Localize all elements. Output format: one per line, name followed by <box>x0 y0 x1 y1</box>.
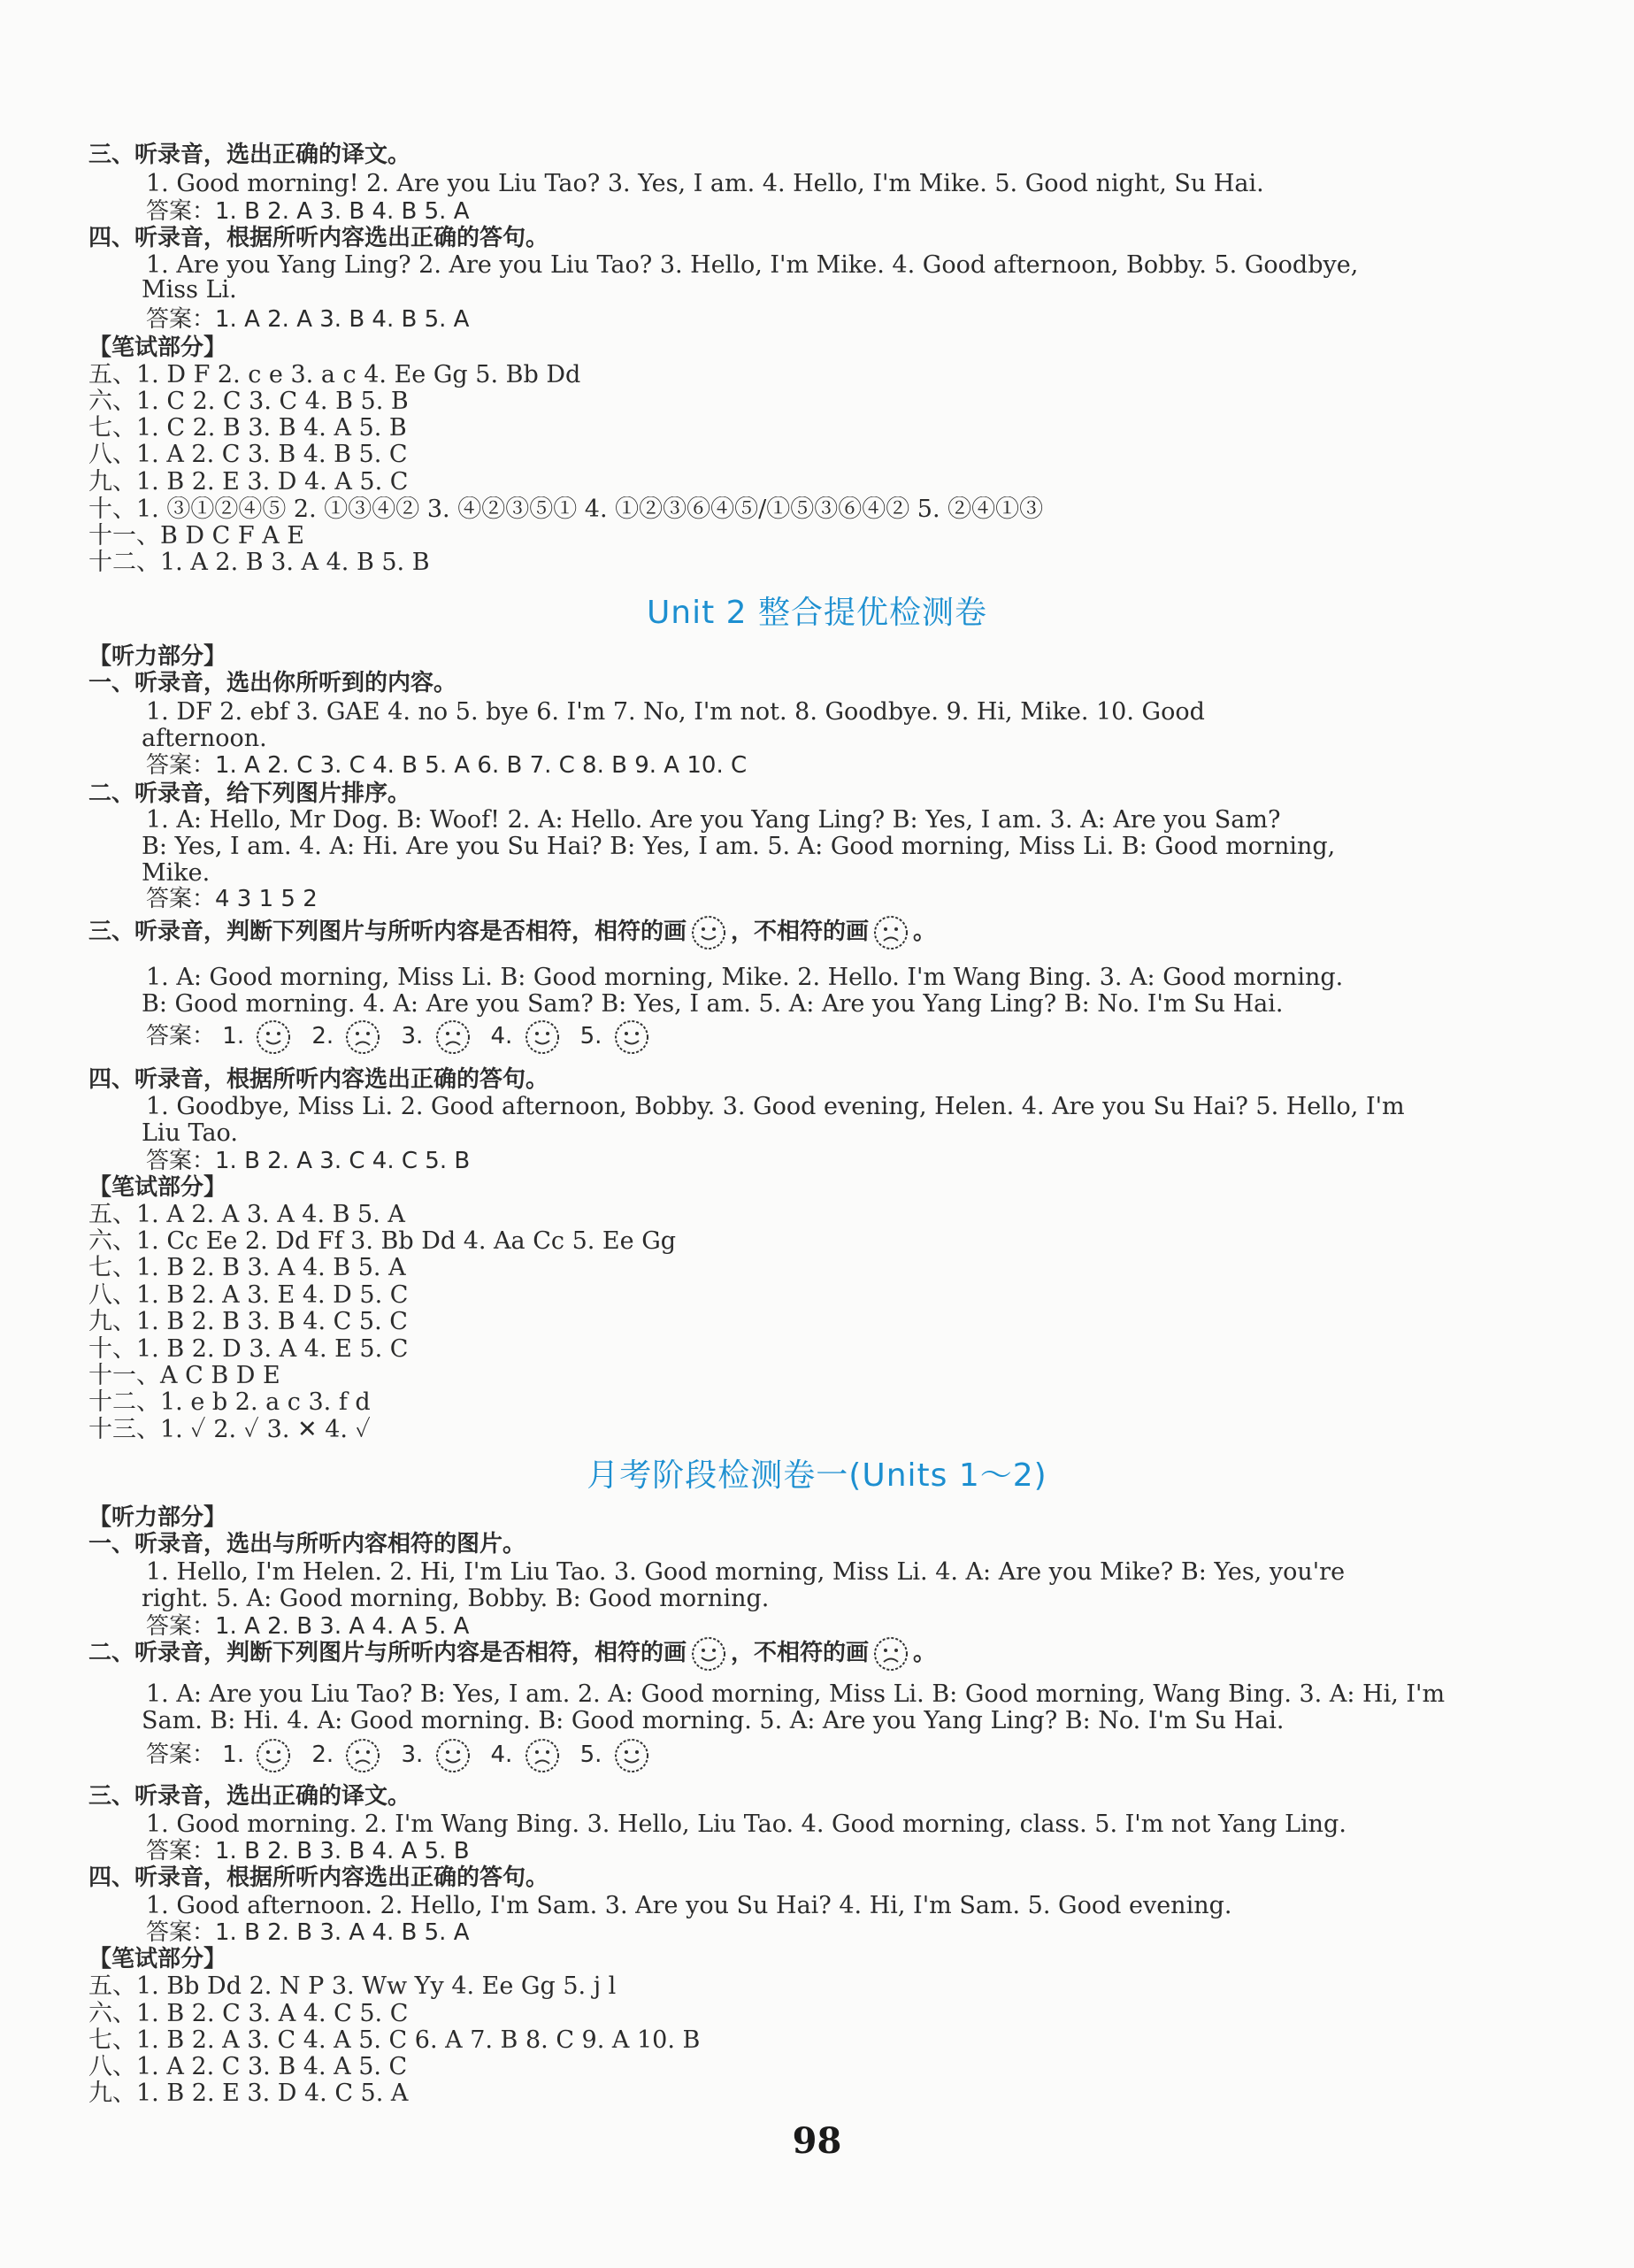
s3-q2-heading-a: 二、听录音，判断下列图片与所听内容是否相符，相符的画 <box>88 1640 687 1666</box>
s3-q2-heading-b: ，不相符的画 <box>731 1640 870 1666</box>
happy-face-icon <box>524 1019 561 1056</box>
s2-q3-text: 1. A: Good morning, Miss Li. B: Good morning, Mike. 2. Hello. I'm Wang Bing. 3. A: Good morning. <box>146 965 1344 991</box>
s2-q3-answer-item <box>222 1011 295 1061</box>
s2-q4-text-cont: Liu Tao. <box>142 1120 238 1147</box>
s2-q2-text: 1. A: Hello, Mr Dog. B: Woof! 2. A: Hello. Are you Yang Ling? B: Yes, I am. 3. A: Are you Sam? <box>146 807 1281 834</box>
happy-face-icon <box>613 1737 650 1774</box>
answer-number: 2. <box>311 1023 341 1049</box>
s1-written-10: 十、1. ③①②④⑤ 2. ①③④② 3. ④②③⑤① 4. ①②③⑥④⑤/①⑤③⑥④② 5. ②④①③ <box>88 496 1044 523</box>
answer-number: 5. <box>579 1023 610 1049</box>
s2-q3-text-cont: B: Good morning. 4. A: Are you Sam? B: Yes, I am. 5. A: Are you Yang Ling? B: No. I'm Su Hai. <box>142 991 1284 1018</box>
answer-number: 3. <box>401 1741 431 1768</box>
s3-q2-heading-c: 。 <box>913 1640 937 1666</box>
s2-written-11: 十一、A C B D E <box>88 1363 280 1389</box>
s2-listening-heading: 【听力部分】 <box>88 643 227 670</box>
answer-label: 答案： <box>146 1023 216 1049</box>
s3-q2-answer-item <box>222 1730 295 1780</box>
s1-written-6: 六、1. C 2. C 3. C 4. B 5. B <box>88 388 409 415</box>
s2-q3-answer-item <box>580 1011 654 1061</box>
answer-number: 4. <box>490 1023 520 1049</box>
s2-written-10: 十、1. B 2. D 3. A 4. E 5. C <box>88 1336 409 1363</box>
s3-written-heading: 【笔试部分】 <box>88 1946 227 1972</box>
s3-q3-answer: 答案：1. B 2. B 3. B 4. A 5. B <box>146 1838 470 1864</box>
answer-number: 4. <box>490 1741 520 1768</box>
s1-written-8: 八、1. A 2. C 3. B 4. B 5. C <box>88 442 408 468</box>
s1-q4-text: 1. Are you Yang Ling? 2. Are you Liu Tao? 3. Hello, I'm Mike. 4. Good afternoon, Bobby. 5. Goodbye, <box>146 252 1359 279</box>
s1-q3-text: 1. Good morning! 2. Are you Liu Tao? 3. Yes, I am. 4. Hello, I'm Mike. 5. Good night, Su Hai. <box>146 171 1264 197</box>
s3-q4-text: 1. Good afternoon. 2. Hello, I'm Sam. 3. Are you Su Hai? 4. Hi, I'm Sam. 5. Good evening. <box>146 1893 1232 1919</box>
s2-q2-heading: 二、听录音，给下列图片排序。 <box>88 780 411 807</box>
s3-q2-heading <box>88 1631 1539 1677</box>
sad-face-icon <box>344 1019 381 1056</box>
s2-q2-answer: 答案：4 3 1 5 2 <box>146 886 318 912</box>
happy-face-icon <box>255 1019 292 1056</box>
s3-q2-text: 1. A: Are you Liu Tao? B: Yes, I am. 2. A: Good morning, Miss Li. B: Good morning, Wang Bing. 3. A: Hi, I'm <box>146 1681 1446 1708</box>
s2-written-heading: 【笔试部分】 <box>88 1174 227 1201</box>
s2-written-8: 八、1. B 2. A 3. E 4. D 5. C <box>88 1282 409 1309</box>
answer-number: 1. <box>222 1023 252 1049</box>
s2-written-13: 十三、1. ✓ 2. ✓ 3. ✕ 4. ✓ <box>88 1417 371 1443</box>
s3-q4-answer: 答案：1. B 2. B 3. A 4. B 5. A <box>146 1919 470 1946</box>
s3-written-7: 七、1. B 2. A 3. C 4. A 5. C 6. A 7. B 8. C 9. A 10. B <box>88 2027 701 2054</box>
s3-q4-heading: 四、听录音，根据所听内容选出正确的答句。 <box>88 1864 549 1891</box>
s2-written-7: 七、1. B 2. B 3. A 4. B 5. A <box>88 1255 406 1281</box>
s3-written-9: 九、1. B 2. E 3. D 4. C 5. A <box>88 2080 409 2107</box>
s3-title: 月考阶段检测卷一(Units 1～2) <box>587 1457 1047 1494</box>
s3-q1-heading: 一、听录音，选出与所听内容相符的图片。 <box>88 1531 526 1557</box>
s2-q1-text-cont: afternoon. <box>142 726 267 752</box>
s2-written-6: 六、1. Cc Ee 2. Dd Ff 3. Bb Dd 4. Aa Cc 5. Ee Gg <box>88 1228 677 1255</box>
happy-face-icon <box>613 1019 650 1056</box>
s2-written-5: 五、1. A 2. A 3. A 4. B 5. A <box>88 1202 405 1228</box>
page-number: 98 <box>792 2120 842 2162</box>
s1-q4-heading: 四、听录音，根据所听内容选出正确的答句。 <box>88 225 549 251</box>
happy-face-icon <box>690 914 727 951</box>
s2-written-9: 九、1. B 2. B 3. B 4. C 5. C <box>88 1309 408 1335</box>
s2-q3-answer-item <box>311 1011 385 1061</box>
happy-face-icon <box>255 1737 292 1774</box>
s3-q2-answer-item <box>491 1730 564 1780</box>
sad-face-icon <box>872 1635 909 1672</box>
happy-face-icon <box>690 1635 727 1672</box>
s2-q1-answer: 答案：1. A 2. C 3. C 4. B 5. A 6. B 7. C 8. B 9. A 10. C <box>146 752 748 779</box>
s3-q2-answer-item <box>401 1730 474 1780</box>
s2-q1-heading: 一、听录音，选出你所听到的内容。 <box>88 670 457 696</box>
s3-q2-text-cont: Sam. B: Hi. 4. A: Good morning. B: Good morning. 5. A: Are you Yang Ling? B: No. I'm Su Hai. <box>142 1708 1285 1734</box>
s3-written-6: 六、1. B 2. C 3. A 4. C 5. C <box>88 2001 409 2027</box>
s3-q1-answer: 答案：1. A 2. B 3. A 4. A 5. A <box>146 1613 470 1640</box>
s1-written-11: 十一、B D C F A E <box>88 523 305 550</box>
s2-q3-heading-b: ，不相符的画 <box>731 919 870 945</box>
sad-face-icon <box>344 1737 381 1774</box>
s1-written-12: 十二、1. A 2. B 3. A 4. B 5. B <box>88 550 430 576</box>
s1-written-heading: 【笔试部分】 <box>88 334 227 361</box>
answer-number: 5. <box>579 1741 610 1768</box>
s3-written-5: 五、1. Bb Dd 2. N P 3. Ww Yy 4. Ee Gg 5. j l <box>88 1973 617 2000</box>
s2-q1-text: 1. DF 2. ebf 3. GAE 4. no 5. bye 6. I'm 7. No, I'm not. 8. Goodbye. 9. Hi, Mike. 10. Good <box>146 699 1205 726</box>
answer-number: 1. <box>222 1741 252 1768</box>
s2-written-12: 十二、1. e b 2. a c 3. f d <box>88 1389 371 1416</box>
s3-q3-heading: 三、听录音，选出正确的译文。 <box>88 1783 411 1810</box>
s3-written-8: 八、1. A 2. C 3. B 4. A 5. C <box>88 2054 408 2080</box>
s2-q3-heading <box>88 910 1539 956</box>
s2-q4-text: 1. Goodbye, Miss Li. 2. Good afternoon, Bobby. 3. Good evening, Helen. 4. Are you Su Hai? 5. Hello, I'm <box>146 1094 1405 1120</box>
s2-q3-heading-a: 三、听录音，判断下列图片与所听内容是否相符，相符的画 <box>88 919 687 945</box>
s1-q3-heading: 三、听录音，选出正确的译文。 <box>88 142 411 168</box>
s2-q2-text-2: B: Yes, I am. 4. A: Hi. Are you Su Hai? B: Yes, I am. 5. A: Good morning, Miss Li. B: Good morning, <box>142 834 1336 860</box>
answer-number: 2. <box>311 1741 341 1768</box>
s1-q4-answer: 答案：1. A 2. A 3. B 4. B 5. A <box>146 306 470 333</box>
s2-q3-answer-item <box>401 1011 474 1061</box>
s3-q1-text-cont: right. 5. A: Good morning, Bobby. B: Good morning. <box>142 1586 770 1612</box>
happy-face-icon <box>434 1737 472 1774</box>
s2-q4-answer: 答案：1. B 2. A 3. C 4. C 5. B <box>146 1148 471 1174</box>
s2-q3-answer-item <box>491 1011 564 1061</box>
s3-q2-answer <box>146 1730 1597 1781</box>
s1-written-7: 七、1. C 2. B 3. B 4. A 5. B <box>88 415 407 442</box>
s3-q1-text: 1. Hello, I'm Helen. 2. Hi, I'm Liu Tao. 3. Good morning, Miss Li. 4. A: Are you Mike? B: Yes, you're <box>146 1559 1346 1586</box>
sad-face-icon <box>524 1737 561 1774</box>
s2-title: Unit 2 整合提优检测卷 <box>646 595 988 631</box>
s3-listening-heading: 【听力部分】 <box>88 1504 227 1531</box>
s2-q3-answer <box>146 1011 1597 1063</box>
sad-face-icon <box>434 1019 472 1056</box>
s1-q3-answer: 答案：1. B 2. A 3. B 4. B 5. A <box>146 198 470 225</box>
answer-number: 3. <box>401 1023 431 1049</box>
s1-written-9: 九、1. B 2. E 3. D 4. A 5. C <box>88 469 409 496</box>
s1-q4-text-cont: Miss Li. <box>142 277 237 304</box>
answer-label: 答案： <box>146 1741 216 1768</box>
s1-written-5: 五、1. D F 2. c e 3. a c 4. Ee Gg 5. Bb Dd <box>88 362 581 388</box>
s3-q3-text: 1. Good morning. 2. I'm Wang Bing. 3. Hello, Liu Tao. 4. Good morning, class. 5. I'm not Yang Ling. <box>146 1811 1346 1838</box>
s2-q3-heading-c: 。 <box>913 919 937 945</box>
s2-q4-heading: 四、听录音，根据所听内容选出正确的答句。 <box>88 1066 549 1093</box>
sad-face-icon <box>872 914 909 951</box>
s3-q2-face-answers <box>222 1741 669 1768</box>
s2-q3-face-answers <box>222 1023 669 1049</box>
s2-q2-text-3: Mike. <box>142 860 211 887</box>
s3-q2-answer-item <box>311 1730 385 1780</box>
s3-q2-answer-item <box>580 1730 654 1780</box>
